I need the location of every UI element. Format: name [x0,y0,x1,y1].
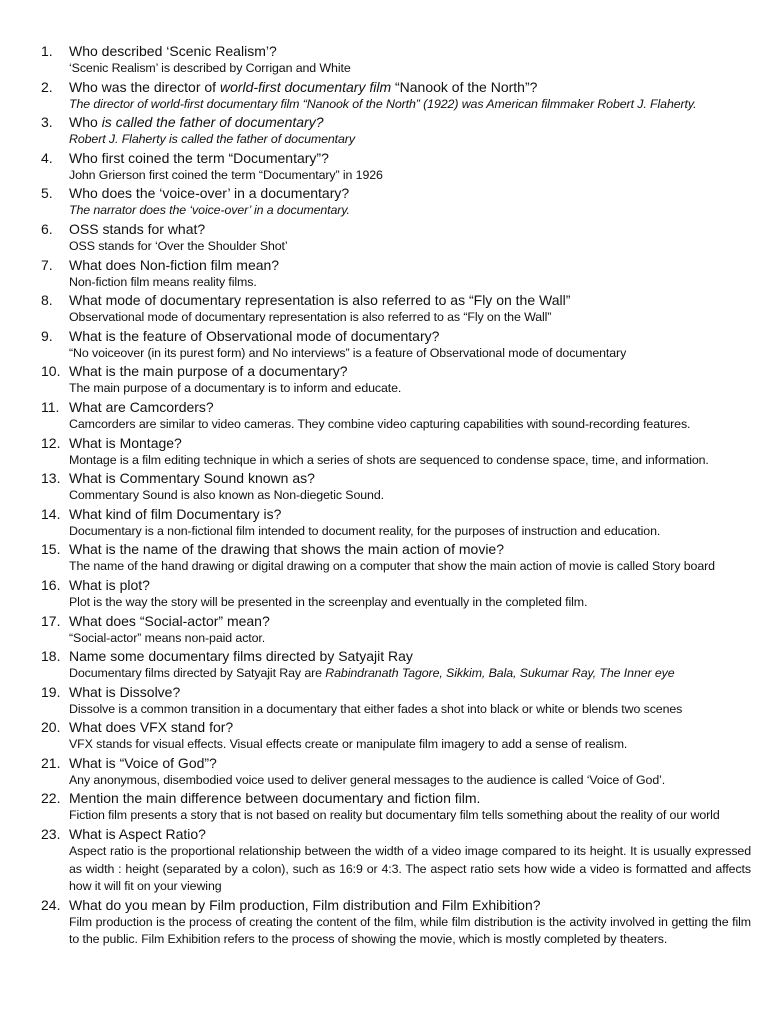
answer-text: Observational mode of documentary representation is also referred to as “Fly on the Wall” [69,310,552,325]
question-text: What is the name of the drawing that shows the main action of movie? [69,541,505,558]
qa-item [41,718,751,754]
question-text: Mention the main difference between documentary and fiction film. [69,790,481,807]
answer-text: The main purpose of a documentary is to inform and educate. [69,381,402,396]
answer-text: Dissolve is a common transition in a documentary that either fades a shot into black or white or blends two scenes [69,701,683,716]
qa-item [41,825,751,896]
item-number: 8. [41,292,53,309]
question-text: What is Aspect Ratio? [69,826,206,843]
answer-text: “No voiceover (in its purest form) and No interviews” is a feature of Observational mode of documentary [69,345,627,360]
qa-item [41,505,751,541]
item-number: 4. [41,149,53,166]
item-number: 23. [41,826,61,843]
qa-item [41,149,751,185]
question-text: OSS stands for what? [69,220,206,237]
qa-item [41,647,751,683]
answer-text: John Grierson first coined the term “Documentary” in 1926 [69,167,383,182]
item-number: 17. [41,612,61,629]
answer-text: Robert J. Flaherty is called the father of documentary [69,132,355,147]
question-text: Who is called the father of documentary? [69,114,324,131]
answer-text: Montage is a film editing technique in which a series of shots are sequenced to condense space, time, and information. [69,452,709,467]
question-text: What do you mean by Film production, Film distribution and Film Exhibition? [69,896,541,913]
qa-item [41,220,751,256]
qa-item [41,184,751,220]
answer-text: Commentary Sound is also known as Non-diegetic Sound. [69,488,384,503]
question-text: What is Dissolve? [69,683,181,700]
qa-item [41,42,751,78]
question-text: What are Camcorders? [69,398,214,415]
item-number: 20. [41,719,61,736]
answer-text: VFX stands for visual effects. Visual effects create or manipulate film imagery to add a sense of realism. [69,737,628,752]
item-number: 5. [41,185,53,202]
question-text: What is the feature of Observational mode of documentary? [69,327,440,344]
qa-item [41,256,751,292]
qa-item [41,754,751,790]
item-number: 24. [41,896,61,913]
qa-item [41,327,751,363]
answer-text: The director of world-first documentary film “Nanook of the North” (1922) was American filmmaker Robert J. Flaherty. [69,96,697,111]
answer-text: “Social-actor” means non-paid actor. [69,630,266,645]
qa-item [41,612,751,648]
item-number: 9. [41,327,53,344]
item-number: 15. [41,541,61,558]
answer-text: Any anonymous, disembodied voice used to deliver general messages to the audience is called ‘Voice of God’. [69,772,666,787]
question-text: What is “Voice of God”? [69,754,217,771]
qa-item [41,896,751,949]
question-text: What is plot? [69,576,150,593]
question-text: What does Non-fiction film mean? [69,256,280,273]
qa-item [41,683,751,719]
answer-text: Camcorders are similar to video cameras. They combine video capturing capabilities with sound-recording features. [69,416,691,431]
qa-item [41,362,751,398]
qa-item [41,469,751,505]
item-number: 6. [41,220,53,237]
qa-item [41,789,751,825]
item-number: 13. [41,470,61,487]
item-number: 3. [41,114,53,131]
answer-text: Film production is the process of creating the content of the film, while film distribution is the activity involved in getting the film to the public. Film Exhibition refers to the process of showing the movie, which is mostly completed by theaters. [69,914,751,947]
answer-text: Documentary films directed by Satyajit Ray are Rabindranath Tagore, Sikkim, Bala, Sukumar Ray, The Inner eye [69,666,675,681]
question-text: Who described ‘Scenic Realism’? [69,43,277,59]
answer-text: The name of the hand drawing or digital drawing on a computer that show the main action of movie is called Story board [69,559,715,574]
question-text: Who does the ‘voice-over’ in a documentary? [69,185,350,202]
qa-item [41,540,751,576]
item-number: 18. [41,648,61,665]
question-text: Who first coined the term “Documentary”? [69,149,329,166]
answer-text: Plot is the way the story will be presented in the screenplay and eventually in the completed film. [69,594,588,609]
answer-text: Documentary is a non-fictional film intended to document reality, for the purposes of instruction and education. [69,523,661,538]
question-text: What is the main purpose of a documentary? [69,363,348,380]
qa-item [41,78,751,114]
question-text: What does “Social-actor” mean? [69,612,270,629]
question-text: Name some documentary films directed by Satyajit Ray [69,648,413,665]
item-number: 16. [41,576,61,593]
item-number: 7. [41,256,53,273]
qa-item [41,291,751,327]
item-number: 14. [41,505,61,522]
answer-text: Aspect ratio is the proportional relationship between the width of a video image compared to its height. It is usually expressed as width : height (separated by a colon), such as 16:9 or 4:3. The aspect ratio sets how wide a video is formatted and affects how it will fit on your viewing [69,844,751,894]
question-text: What is Montage? [69,434,182,451]
answer-text: OSS stands for ‘Over the Shoulder Shot’ [69,238,288,253]
question-text: Who was the director of world-first documentary film “Nanook of the North”? [69,78,538,95]
question-text: What is Commentary Sound known as? [69,470,315,487]
answer-text: Non-fiction film means reality films. [69,274,257,289]
item-number: 10. [41,363,61,380]
answer-text: ‘Scenic Realism’ is described by Corrigan and White [69,61,351,75]
item-number: 19. [41,683,61,700]
item-number: 21. [41,754,61,771]
qa-list [41,42,751,949]
item-number: 11. [41,398,60,415]
qa-item [41,398,751,434]
answer-text: The narrator does the ‘voice-over’ in a documentary. [69,203,350,218]
qa-item [41,434,751,470]
question-text: What does VFX stand for? [69,719,234,736]
qa-item [41,576,751,612]
question-text: What mode of documentary representation is also referred to as “Fly on the Wall” [69,292,571,309]
item-number: 12. [41,434,61,451]
qa-item [41,113,751,149]
question-text: What kind of film Documentary is? [69,505,282,522]
item-number: 22. [41,790,61,807]
item-number: 2. [41,78,53,95]
answer-text: Fiction film presents a story that is not based on reality but documentary film tells something about the reality of our world [69,808,720,823]
item-number: 1. [41,43,53,59]
